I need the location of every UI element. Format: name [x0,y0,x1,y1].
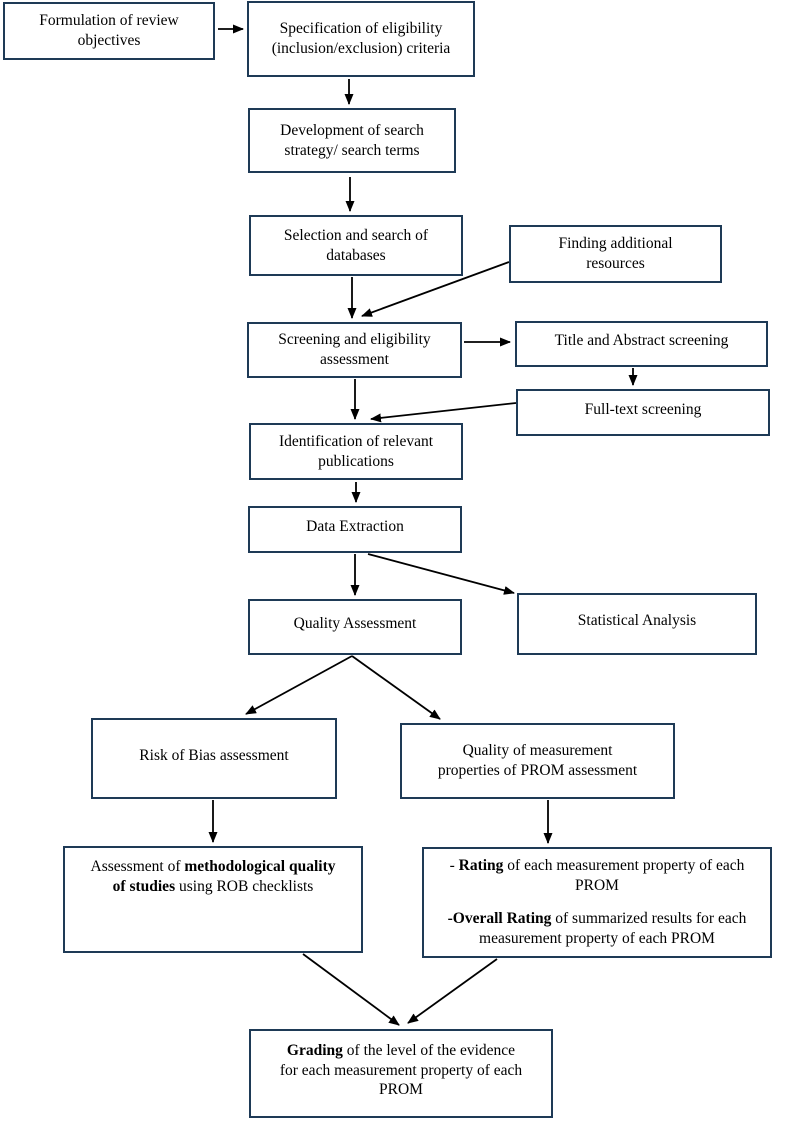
box-identification-label: Identification of relevant publications [278,432,434,470]
box-grading-label: Grading of the level of the evidence for each measurement property of each PROM [279,1041,523,1099]
box-quality-assessment [248,599,462,655]
box-grading [249,1029,553,1118]
box-quality-assessment-label: Quality Assessment [293,615,417,633]
arrow-fulltext-to-identification [371,403,516,419]
box-additional-resources [509,225,722,283]
box-full-text-label: Full-text screening [584,400,702,418]
box-screening-label: Screening and eligibility assessment [278,331,431,368]
box-title-abstract [515,321,768,367]
box-title-abstract-label: Title and Abstract screening [554,332,729,350]
arrow-quality-to-prom [352,656,440,719]
arrow-quality-to-rob [246,656,352,714]
box-rating-label: - Rating of each measurement property of each PROM -Overall Rating of summarized results for each measurement property of each PROM [447,857,747,947]
box-data-extraction [248,506,462,553]
box-search-strategy [248,108,456,173]
box-statistical-analysis [517,593,757,655]
box-rob-checklists-label: Assessment of methodological quality of studies using ROB checklists [90,858,336,895]
box-rob-checklists [63,846,363,953]
arrow-extraction-to-statistical [368,554,514,593]
box-formulation [3,2,215,60]
box-risk-of-bias [91,718,337,799]
box-identification [249,423,463,480]
box-specification [247,1,475,77]
box-statistical-analysis-label: Statistical Analysis [577,612,697,630]
box-rating [422,847,772,958]
box-search-strategy-label: Development of search strategy/ search terms [280,121,424,159]
arrow-checklists-to-grading [303,954,399,1025]
box-quality-of-measurement [400,723,675,799]
box-screening [247,322,462,378]
box-formulation-label: Formulation of review objectives [39,12,179,49]
box-data-extraction-label: Data Extraction [306,517,404,535]
box-specification-label: Specification of eligibility (inclusion/exclusion) criteria [271,20,451,57]
box-databases-label: Selection and search of databases [283,226,429,264]
box-additional-resources-label: Finding additional resources [558,235,673,272]
box-full-text [516,389,770,436]
arrow-rating-to-grading [408,959,497,1023]
box-quality-of-measurement-label: Quality of measurement properties of PROM assessment [437,742,638,779]
box-databases [249,215,463,276]
box-risk-of-bias-label: Risk of Bias assessment [139,746,289,764]
